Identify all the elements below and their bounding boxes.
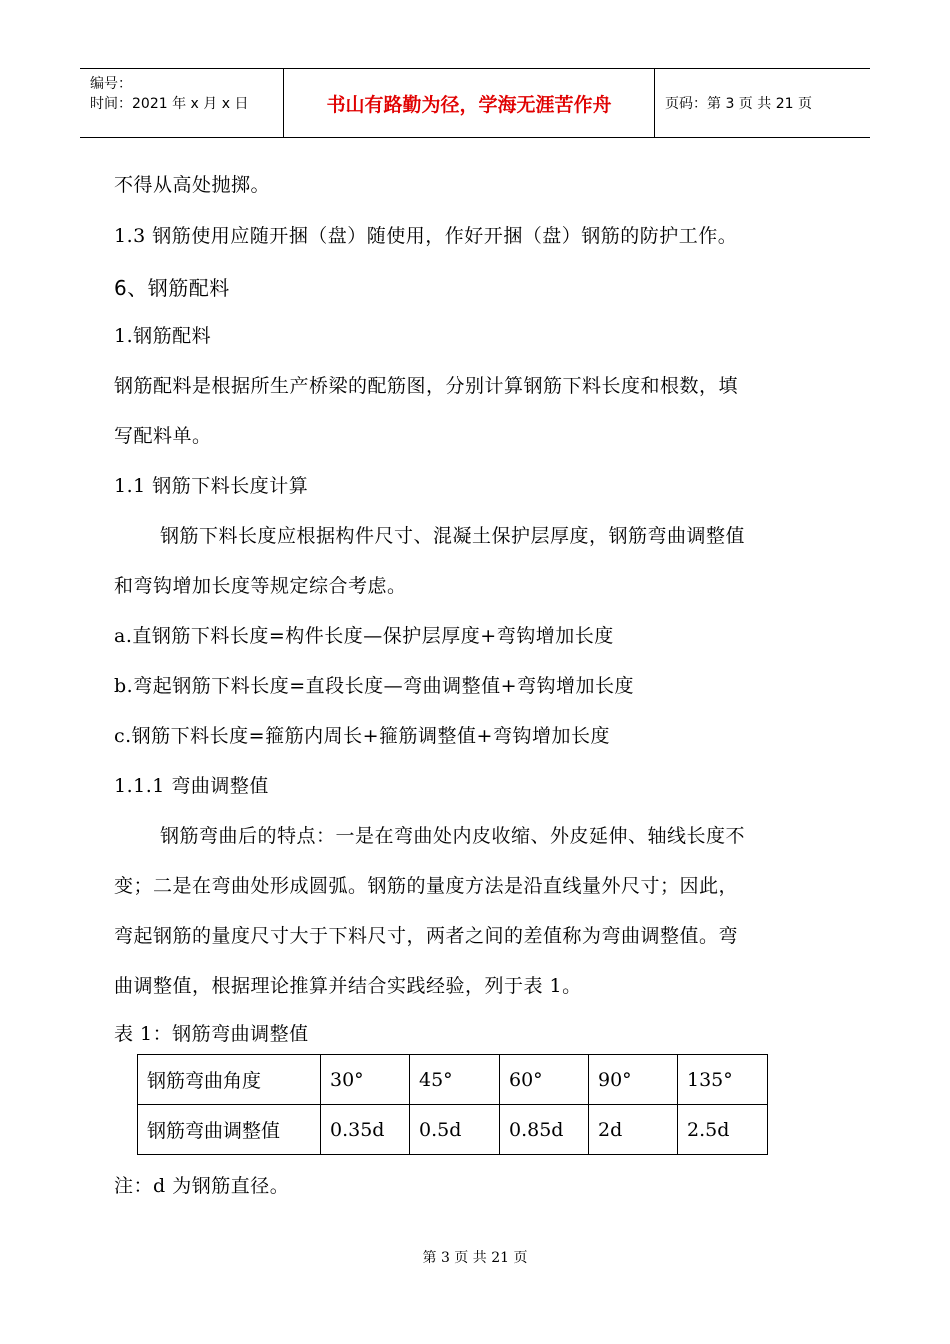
- table-cell: 钢筋弯曲调整值: [138, 1105, 321, 1155]
- table-cell: 45°: [410, 1055, 500, 1105]
- table-cell: 0.5d: [410, 1105, 500, 1155]
- date-label: 时间：2021 年 x 月 x 日: [90, 96, 249, 112]
- paragraph: 1.3 钢筋使用应随开捆（盘）随使用，作好开捆（盘）钢筋的防护工作。: [114, 225, 738, 247]
- table-cell: 2.5d: [678, 1105, 768, 1155]
- paragraph: 钢筋弯曲后的特点：一是在弯曲处内皮收缩、外皮延伸、轴线长度不: [160, 825, 746, 847]
- subheading: 1.1.1 弯曲调整值: [114, 775, 269, 797]
- header-page-info: 页码：第 3 页 共 21 页: [665, 96, 812, 112]
- formula-c: c.钢筋下料长度=箍筋内周长+箍筋调整值+弯钩增加长度: [114, 725, 610, 747]
- table-note: 注：d 为钢筋直径。: [114, 1175, 290, 1197]
- table-cell: 90°: [589, 1055, 678, 1105]
- table-cell: 2d: [589, 1105, 678, 1155]
- paragraph: 和弯钩增加长度等规定综合考虑。: [114, 575, 407, 597]
- paragraph: 曲调整值，根据理论推算并结合实践经验，列于表 1。: [114, 975, 582, 997]
- page-header: [80, 68, 870, 138]
- subheading: 1.1 钢筋下料长度计算: [114, 475, 309, 497]
- paragraph: 变；二是在弯曲处形成圆弧。钢筋的量度方法是沿直线量外尺寸；因此，: [114, 875, 739, 897]
- motto: 书山有路勤为径，学海无涯苦作舟: [284, 69, 655, 137]
- table-cell: 0.35d: [321, 1105, 410, 1155]
- paragraph: 写配料单。: [114, 425, 212, 447]
- paragraph: 弯起钢筋的量度尺寸大于下料尺寸，两者之间的差值称为弯曲调整值。弯: [114, 925, 739, 947]
- table-cell: 钢筋弯曲角度: [138, 1055, 321, 1105]
- formula-b: b.弯起钢筋下料长度=直段长度—弯曲调整值+弯钩增加长度: [114, 675, 635, 697]
- formula-a: a.直钢筋下料长度=构件长度—保护层厚度+弯钩增加长度: [114, 625, 614, 647]
- table-row: [138, 1105, 768, 1155]
- table-cell: 60°: [500, 1055, 589, 1105]
- paragraph: 钢筋下料长度应根据构件尺寸、混凝土保护层厚度，钢筋弯曲调整值: [160, 525, 746, 547]
- table-cell: 135°: [678, 1055, 768, 1105]
- table-cell: 0.85d: [500, 1105, 589, 1155]
- page-footer: 第 3 页 共 21 页: [422, 1250, 528, 1266]
- paragraph: 钢筋配料是根据所生产桥梁的配筋图，分别计算钢筋下料长度和根数，填: [114, 375, 739, 397]
- number-label: 编号：: [90, 76, 132, 92]
- header-meta: [80, 69, 284, 137]
- table-caption: 表 1：钢筋弯曲调整值: [114, 1023, 309, 1045]
- paragraph: 不得从高处抛掷。: [114, 174, 271, 196]
- section-heading: 6、钢筋配料: [114, 276, 230, 300]
- bend-adjustment-table: [137, 1054, 768, 1155]
- table-row: [138, 1055, 768, 1105]
- table-cell: 30°: [321, 1055, 410, 1105]
- subheading: 1.钢筋配料: [114, 325, 212, 347]
